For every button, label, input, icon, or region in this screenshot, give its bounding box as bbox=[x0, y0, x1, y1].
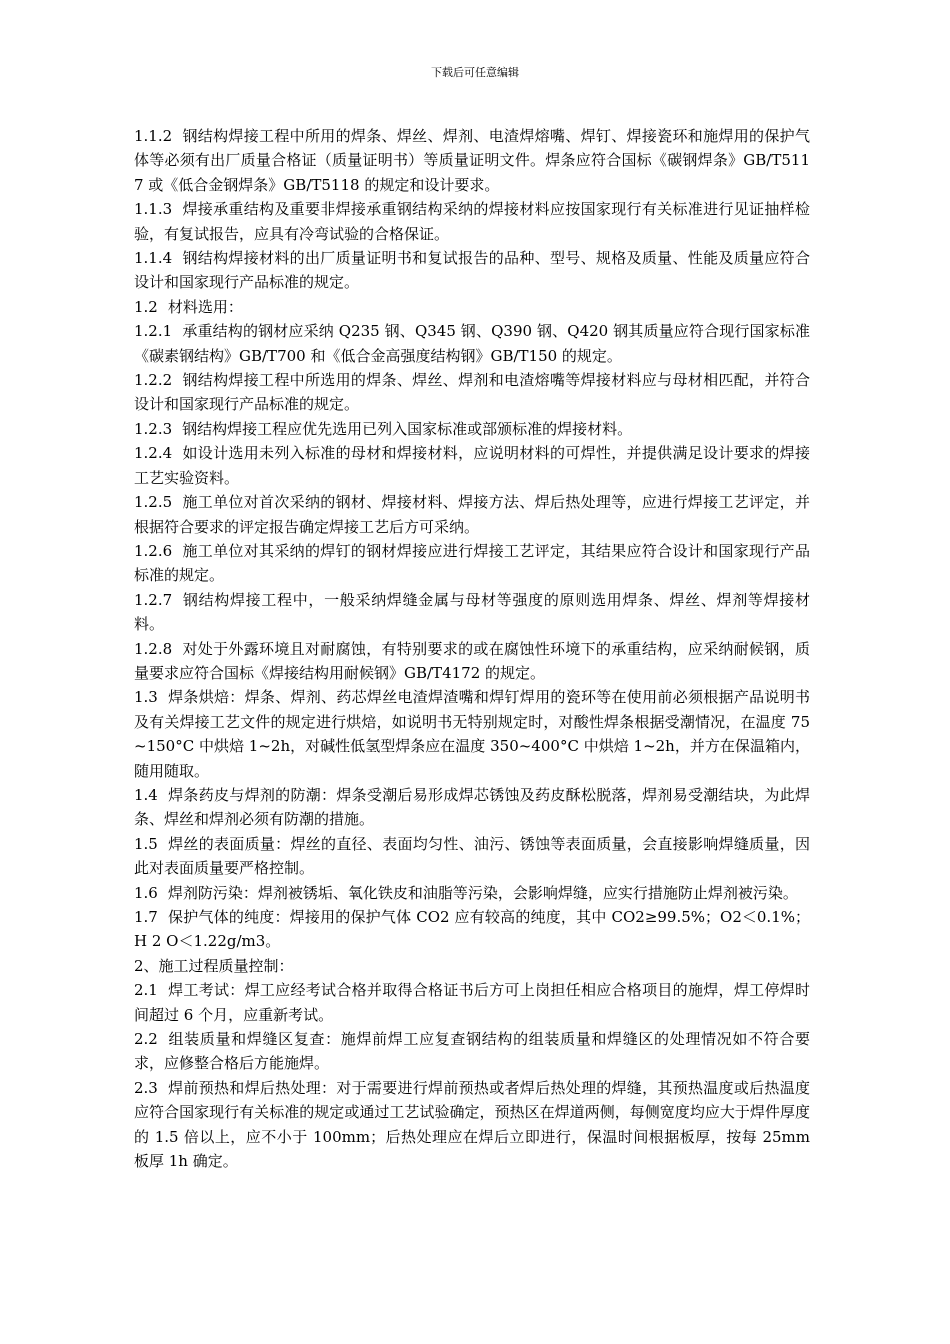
section-number: 1.1.4 bbox=[134, 249, 173, 268]
paragraph bbox=[134, 417, 810, 441]
section-number: 1.2.5 bbox=[134, 493, 173, 512]
paragraph-text: 焊丝的表面质量：焊丝的直径、表面均匀性、油污、锈蚀等表面质量，会直接影响焊缝质量，因此对表面质量要严格控制。 bbox=[134, 834, 810, 878]
paragraph-text: 钢结构焊接工程应优先选用已列入国家标准或部颁标准的焊接材料。 bbox=[182, 419, 633, 438]
section-number: 1.2.2 bbox=[134, 371, 173, 390]
paragraph-text: 保护气体的纯度：焊接用的保护气体 CO2 应有较高的纯度，其中 CO2≥99.5%；O2＜0.1%；H 2 O＜1.22g/m3。 bbox=[134, 908, 810, 951]
paragraph bbox=[134, 832, 810, 881]
section-number: 1.2 bbox=[134, 297, 158, 316]
paragraph bbox=[134, 246, 810, 295]
section-number: 2.3 bbox=[134, 1078, 158, 1097]
paragraph-text: 承重结构的钢材应采纳 Q235 钢、Q345 钢、Q390 钢、Q420 钢其质量应符合现行国家标准《碳素钢结构》GB/T700 和《低合金高强度结构钢》GB/T150 的规定。 bbox=[134, 322, 810, 365]
section-number: 1.2.8 bbox=[134, 639, 173, 658]
section-number: 1.2.7 bbox=[134, 590, 173, 609]
paragraph bbox=[134, 539, 810, 588]
paragraph bbox=[134, 319, 810, 368]
paragraph bbox=[134, 197, 810, 246]
section-number: 1.6 bbox=[134, 883, 158, 902]
paragraph bbox=[134, 588, 810, 637]
paragraph-text: 钢结构焊接材料的出厂质量证明书和复试报告的品种、型号、规格及质量、性能及质量应符合设计和国家现行产品标准的规定。 bbox=[134, 249, 810, 292]
paragraph-text: 焊前预热和焊后热处理：对于需要进行焊前预热或者焊后热处理的焊缝，其预热温度或后热温度应符合国家现行有关标准的规定或通过工艺试验确定，预热区在焊道两侧，每侧宽度均应大于焊件厚度的 1.5 倍以上，应不小于 100mm；后热处理应在焊后立即进行，保温时间根据板厚，按每 25mm 板厚 1h 确定。 bbox=[134, 1078, 810, 1171]
section-number: 1.1.2 bbox=[134, 127, 173, 145]
paragraph-text: 2、施工过程质量控制： bbox=[134, 956, 294, 975]
paragraph bbox=[134, 637, 810, 686]
paragraph bbox=[134, 881, 810, 905]
document-body bbox=[134, 124, 810, 1173]
page-header: 下载后可任意编辑 bbox=[431, 66, 519, 79]
paragraph bbox=[134, 368, 810, 417]
paragraph bbox=[134, 490, 810, 539]
section-number: 1.2.6 bbox=[134, 541, 173, 560]
section-number: 1.2.3 bbox=[134, 419, 173, 438]
paragraph-text: 组装质量和焊缝区复查：施焊前焊工应复查钢结构的组装质量和焊缝区的处理情况如不符合要求，应修整合格后方能施焊。 bbox=[134, 1030, 810, 1073]
paragraph-text: 焊剂防污染：焊剂被锈垢、氧化铁皮和油脂等污染，会影响焊缝，应实行措施防止焊剂被污染。 bbox=[167, 883, 798, 902]
paragraph-text: 钢结构焊接工程中所用的焊条、焊丝、焊剂、电渣焊熔嘴、焊钉、焊接瓷环和施焊用的保护气体等必须有出厂质量合格证（质量证明书）等质量证明文件。焊条应符合国标《碳钢焊条》GB/T5117 或《低合金钢焊条》GB/T5118 的规定和设计要求。 bbox=[134, 127, 810, 194]
section-number: 1.1.3 bbox=[134, 200, 173, 219]
paragraph-text: 施工单位对其采纳的焊钉的钢材焊接应进行焊接工艺评定，其结果应符合设计和国家现行产品标准的规定。 bbox=[134, 541, 810, 585]
paragraph-text: 施工单位对首次采纳的钢材、焊接材料、焊接方法、焊后热处理等，应进行焊接工艺评定，并根据符合要求的评定报告确定焊接工艺后方可采纳。 bbox=[134, 493, 810, 536]
paragraph-text: 钢结构焊接工程中所选用的焊条、焊丝、焊剂和电渣熔嘴等焊接材料应与母材相匹配，并符合设计和国家现行产品标准的规定。 bbox=[134, 371, 810, 414]
paragraph-text: 如设计选用未列入标准的母材和焊接材料，应说明材料的可焊性，并提供满足设计要求的焊接工艺实验资料。 bbox=[134, 444, 810, 487]
paragraph-text: 材料选用： bbox=[167, 297, 243, 316]
paragraph bbox=[134, 1027, 810, 1076]
section-number: 1.3 bbox=[134, 688, 158, 707]
paragraph bbox=[134, 295, 810, 319]
paragraph bbox=[134, 978, 810, 1027]
paragraph bbox=[134, 905, 810, 954]
paragraph bbox=[134, 954, 810, 978]
section-number: 1.5 bbox=[134, 834, 158, 853]
paragraph-text: 钢结构焊接工程中，一般采纳焊缝金属与母材等强度的原则选用焊条、焊丝、焊剂等焊接材料。 bbox=[134, 590, 810, 634]
paragraph-text: 对处于外露环境且对耐腐蚀，有特别要求的或在腐蚀性环境下的承重结构，应采纳耐候钢，质量要求应符合国标《焊接结构用耐候钢》GB/T4172 的规定。 bbox=[134, 639, 810, 682]
section-number: 1.2.4 bbox=[134, 444, 173, 463]
section-number: 1.2.1 bbox=[134, 322, 173, 341]
paragraph bbox=[134, 783, 810, 832]
section-number: 1.7 bbox=[134, 908, 158, 926]
paragraph-text: 焊工考试：焊工应经考试合格并取得合格证书后方可上岗担任相应合格项目的施焊，焊工停焊时间超过 6 个月，应重新考试。 bbox=[134, 981, 810, 1024]
paragraph bbox=[134, 124, 810, 197]
section-number: 1.4 bbox=[134, 785, 158, 804]
paragraph-text: 焊条药皮与焊剂的防潮：焊条受潮后易形成焊芯锈蚀及药皮酥松脱落，焊剂易受潮结块，为此焊条、焊丝和焊剂必须有防潮的措施。 bbox=[134, 785, 810, 829]
paragraph bbox=[134, 441, 810, 490]
section-number: 2.1 bbox=[134, 981, 158, 1000]
section-number: 2.2 bbox=[134, 1030, 158, 1049]
paragraph-text: 焊接承重结构及重要非焊接承重钢结构采纳的焊接材料应按国家现行有关标准进行见证抽样检验，有复试报告，应具有冷弯试验的合格保证。 bbox=[134, 200, 810, 243]
paragraph bbox=[134, 1076, 810, 1174]
paragraph-text: 焊条烘焙：焊条、焊剂、药芯焊丝电渣焊渣嘴和焊钉焊用的瓷环等在使用前必须根据产品说明书及有关焊接工艺文件的规定进行烘焙，如说明书无特别规定时，对酸性焊条根据受潮情况，在温度 75~150°C 中烘焙 1~2h，对碱性低氢型焊条应在温度 350~400°C 中烘焙 1~2h，并方在保温箱内，随用随取。 bbox=[134, 688, 810, 780]
paragraph bbox=[134, 685, 810, 783]
